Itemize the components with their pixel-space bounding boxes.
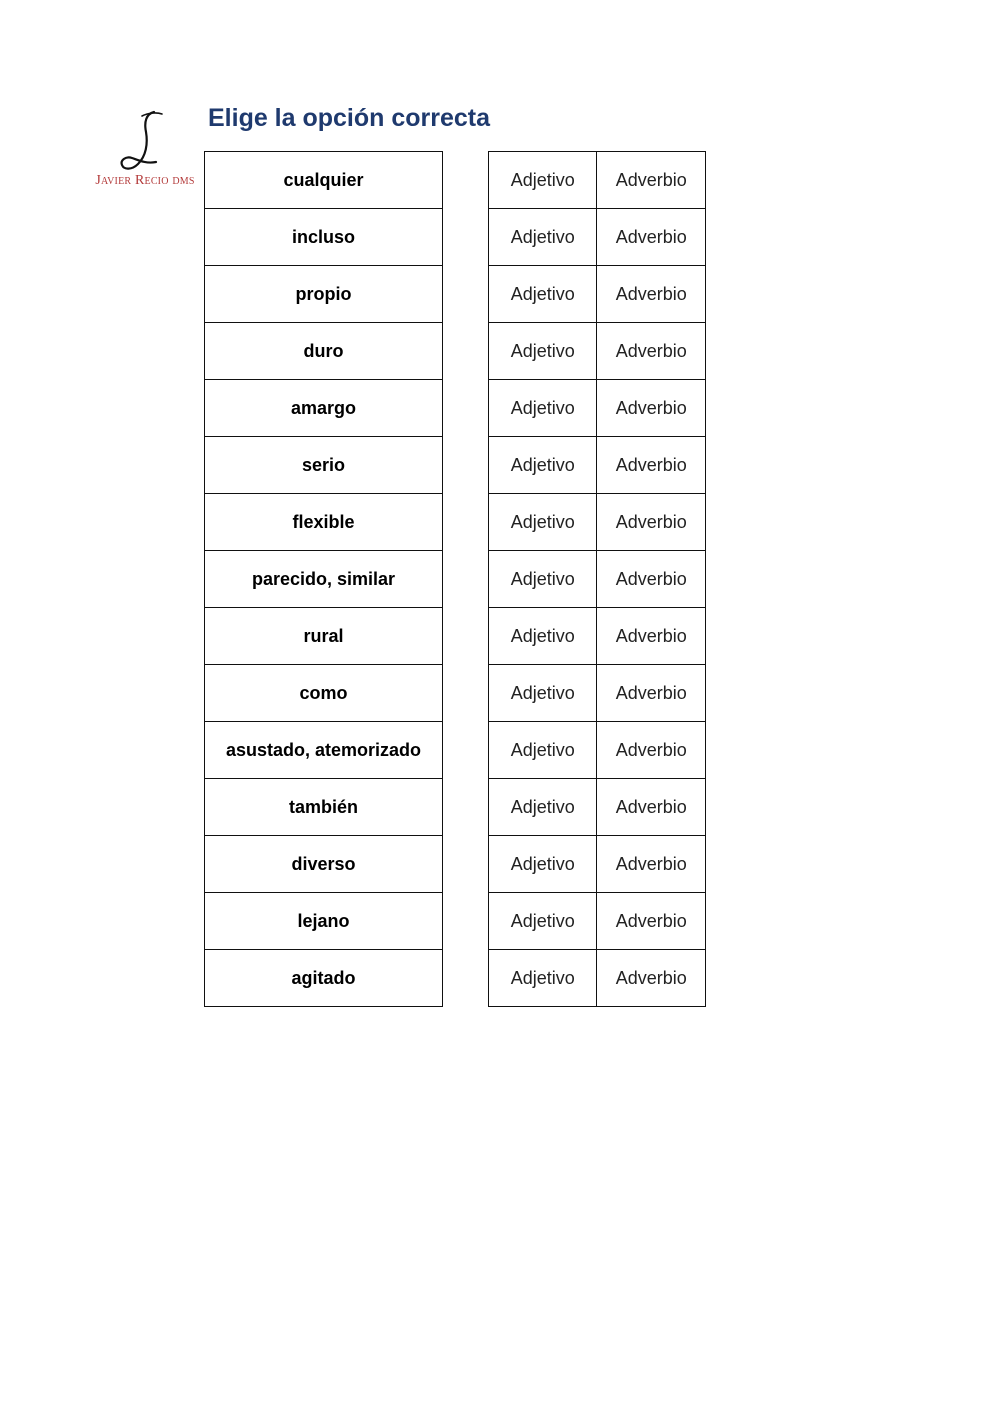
word-cell: como	[205, 665, 443, 722]
option-row	[489, 893, 706, 950]
option-adverbio[interactable]: Adverbio	[597, 209, 706, 266]
option-adverbio[interactable]: Adverbio	[597, 437, 706, 494]
word-cell: serio	[205, 437, 443, 494]
words-table	[204, 151, 443, 1007]
word-cell: amargo	[205, 380, 443, 437]
word-row	[205, 380, 443, 437]
option-row	[489, 608, 706, 665]
word-row	[205, 323, 443, 380]
word-row	[205, 266, 443, 323]
option-adverbio[interactable]: Adverbio	[597, 152, 706, 209]
option-adjetivo[interactable]: Adjetivo	[489, 266, 597, 323]
word-cell: agitado	[205, 950, 443, 1007]
word-row	[205, 551, 443, 608]
option-adverbio[interactable]: Adverbio	[597, 551, 706, 608]
word-cell: rural	[205, 608, 443, 665]
word-cell: cualquier	[205, 152, 443, 209]
word-row	[205, 152, 443, 209]
word-cell: también	[205, 779, 443, 836]
option-adjetivo[interactable]: Adjetivo	[489, 608, 597, 665]
word-row	[205, 836, 443, 893]
option-adjetivo[interactable]: Adjetivo	[489, 209, 597, 266]
word-cell: diverso	[205, 836, 443, 893]
option-adjetivo[interactable]: Adjetivo	[489, 950, 597, 1007]
word-cell: asustado, atemorizado	[205, 722, 443, 779]
option-adverbio[interactable]: Adverbio	[597, 665, 706, 722]
option-adjetivo[interactable]: Adjetivo	[489, 494, 597, 551]
word-row	[205, 893, 443, 950]
option-adverbio[interactable]: Adverbio	[597, 323, 706, 380]
option-adjetivo[interactable]: Adjetivo	[489, 152, 597, 209]
word-row	[205, 722, 443, 779]
logo	[86, 110, 204, 194]
option-adverbio[interactable]: Adverbio	[597, 893, 706, 950]
word-row	[205, 665, 443, 722]
option-adverbio[interactable]: Adverbio	[597, 779, 706, 836]
word-row	[205, 209, 443, 266]
option-row	[489, 950, 706, 1007]
option-adjetivo[interactable]: Adjetivo	[489, 380, 597, 437]
option-row	[489, 323, 706, 380]
options-table	[488, 151, 706, 1007]
option-adverbio[interactable]: Adverbio	[597, 380, 706, 437]
option-adverbio[interactable]: Adverbio	[597, 608, 706, 665]
option-adverbio[interactable]: Adverbio	[597, 950, 706, 1007]
option-adjetivo[interactable]: Adjetivo	[489, 437, 597, 494]
option-adverbio[interactable]: Adverbio	[597, 266, 706, 323]
option-adjetivo[interactable]: Adjetivo	[489, 779, 597, 836]
option-row	[489, 494, 706, 551]
option-adverbio[interactable]: Adverbio	[597, 722, 706, 779]
option-row	[489, 551, 706, 608]
option-row	[489, 209, 706, 266]
page-title: Elige la opción correcta	[208, 104, 491, 132]
word-cell: parecido, similar	[205, 551, 443, 608]
word-row	[205, 950, 443, 1007]
option-adjetivo[interactable]: Adjetivo	[489, 836, 597, 893]
option-row	[489, 380, 706, 437]
word-cell: flexible	[205, 494, 443, 551]
word-cell: duro	[205, 323, 443, 380]
option-row	[489, 779, 706, 836]
option-row	[489, 836, 706, 893]
option-adverbio[interactable]: Adverbio	[597, 836, 706, 893]
word-cell: propio	[205, 266, 443, 323]
word-row	[205, 608, 443, 665]
option-row	[489, 266, 706, 323]
option-adjetivo[interactable]: Adjetivo	[489, 722, 597, 779]
option-row	[489, 152, 706, 209]
option-row	[489, 437, 706, 494]
option-adjetivo[interactable]: Adjetivo	[489, 551, 597, 608]
word-cell: incluso	[205, 209, 443, 266]
word-row	[205, 437, 443, 494]
signature-logo-icon	[116, 110, 166, 172]
option-row	[489, 722, 706, 779]
word-row	[205, 494, 443, 551]
option-adjetivo[interactable]: Adjetivo	[489, 665, 597, 722]
logo-text: Javier Recio dms	[95, 173, 195, 188]
word-row	[205, 779, 443, 836]
option-adjetivo[interactable]: Adjetivo	[489, 323, 597, 380]
option-adverbio[interactable]: Adverbio	[597, 494, 706, 551]
option-row	[489, 665, 706, 722]
word-cell: lejano	[205, 893, 443, 950]
option-adjetivo[interactable]: Adjetivo	[489, 893, 597, 950]
